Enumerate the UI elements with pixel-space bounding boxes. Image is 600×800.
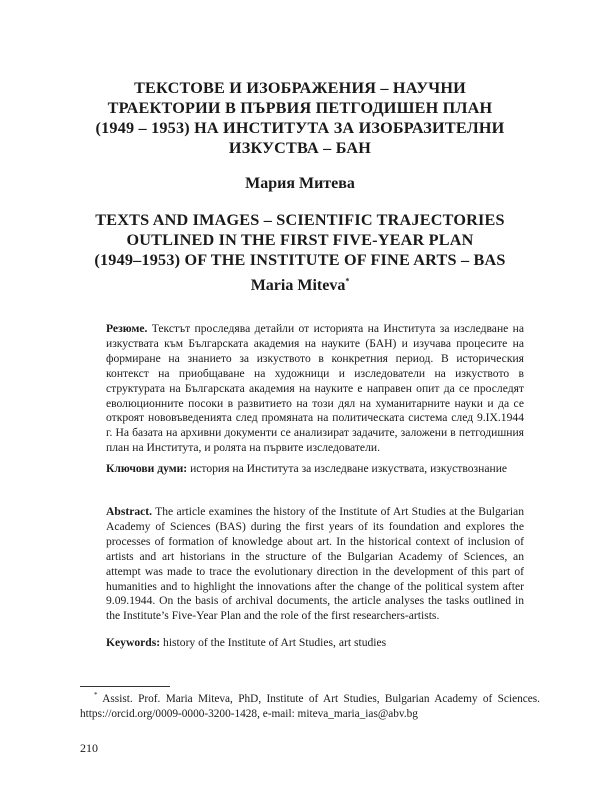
title-line: (1949–1953) OF THE INSTITUTE OF FINE ARTS – BAS — [94, 251, 506, 269]
footnote-text: Assist. Prof. Maria Miteva, PhD, Institute of Art Studies, Bulgarian Academy of Sciences. https://orcid.org/0009-0000-3200-1428, e-mail: miteva_maria_ias@abv.bg — [80, 693, 540, 720]
author-name: Maria Miteva — [250, 277, 346, 294]
title-line: ТРАЕКТОРИИ В ПЪРВИЯ ПЕТГОДИШЕН ПЛАН — [107, 99, 493, 117]
keywords-text: история на Института за изследване изкуствата, изкуствознание — [190, 462, 508, 475]
keywords-bulgarian — [106, 462, 524, 477]
footnote — [80, 692, 540, 721]
abstract-bulgarian — [106, 322, 524, 456]
title-line: ТЕКСТОВЕ И ИЗОБРАЖЕНИЯ – НАУЧНИ — [134, 79, 466, 97]
title-line: OUTLINED IN THE FIRST FIVE-YEAR PLAN — [126, 231, 474, 249]
abstract-label: Abstract. — [106, 505, 153, 518]
keywords-label: Ключови думи: — [106, 462, 188, 475]
keywords-label: Keywords: — [106, 636, 161, 649]
page-number: 210 — [80, 741, 98, 755]
abstract-text: The article examines the history of the Institute of Art Studies at the Bulgarian Academy of Sciences (BAS) during the first years of its foundation and explores the processes of formation of knowledge about art. In the historical context of inclusion of artists and art historians in the structure of the Bulgarian Academy of Sciences, an attempt was made to trace the evolutionary direction in the development of this part of humanities and to highlight the innovations after the change of the political system after 9.09.1944. On the basis of archival documents, the article analyses the tasks outlined in the Institute’s Five-Year Plan and the role of the first researchers-artists. — [106, 505, 524, 623]
abstract-label: Резюме. — [106, 322, 148, 335]
footnote-mark: * — [94, 691, 98, 700]
title-line: (1949 – 1953) НА ИНСТИТУТА ЗА ИЗОБРАЗИТЕЛНИ — [95, 119, 505, 137]
footnote-mark: * — [345, 276, 350, 286]
abstract-text: Текстът проследява детайли от историята на Института за изследване на изкуствата към Българската академия на науките (БАН) и изучава процесите на формиране на знанието за изкуството в конкретния период. В историческия контекст на приобщаване на художници и изследователи на изкуството в структурата на Българската академия на науките е направен опит да се проследят еволюционните посоки в развитието на този дял на хуманитарните науки и да се откроят нововъведенията след промяната на политическата система след 9.IX.1944 г. На базата на архивни документи се анализират задачите, заложени в петгодишния план на Института, и ролята на първите изследователи. — [106, 322, 524, 455]
title-bulgarian — [60, 78, 540, 158]
footnote-divider — [80, 686, 170, 687]
keywords-text: history of the Institute of Art Studies, art studies — [163, 636, 387, 649]
title-line: ИЗКУСТВА – БАН — [228, 139, 372, 157]
title-line: TEXTS AND IMAGES – SCIENTIFIC TRAJECTORIES — [95, 211, 505, 229]
author-bulgarian: Мария Митева — [245, 175, 355, 192]
title-english — [60, 210, 540, 270]
abstract-english — [106, 505, 524, 624]
author-english — [60, 276, 540, 296]
keywords-english — [106, 636, 524, 651]
